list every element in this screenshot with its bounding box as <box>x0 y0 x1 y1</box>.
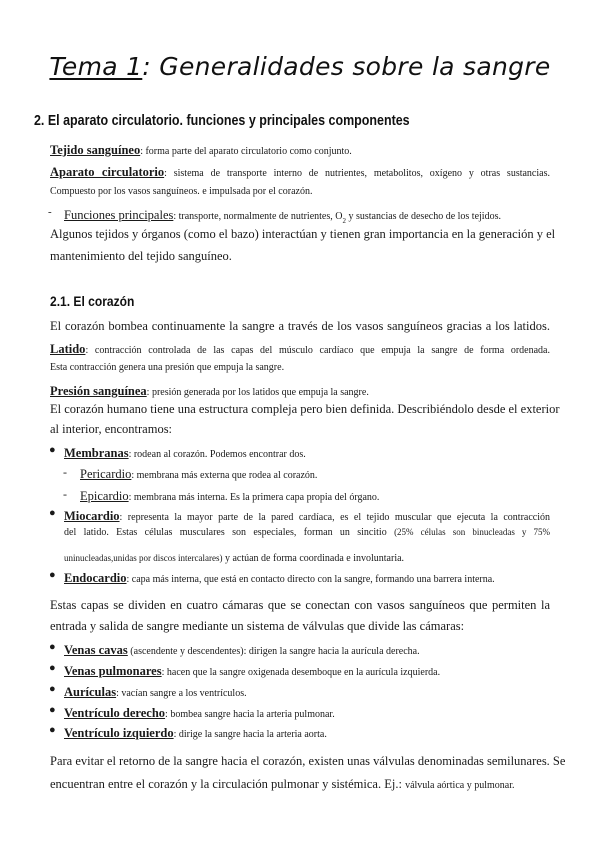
paragraph-line: al interior, encontramos: <box>50 422 173 436</box>
definition-funciones: Funciones principales: transporte, normalmente de nutrientes, $O_2$ y sustancias de desecho de los tejidos. <box>64 208 501 226</box>
bullet-marker: ● <box>49 444 56 456</box>
list-item-miocardio-cont: del latido. Estas células musculares son especiales, forman un sincitio (25% células son binucleadas y 75% <box>64 527 551 538</box>
dash-marker: - <box>63 465 67 479</box>
paragraph-line: encuentran entre el corazón y la circulación pulmonar y sistémica. Ej.: válvula aórtica y pulmonar. <box>50 777 515 791</box>
bullet-marker: ● <box>49 683 56 695</box>
bullet-marker: ● <box>49 704 56 716</box>
paragraph-line: mantenimiento del tejido sanguíneo. <box>50 249 232 263</box>
bullet-marker: ● <box>49 641 56 653</box>
definition-presion: Presión sanguínea: presión generada por los latidos que empuja la sangre. <box>50 384 369 398</box>
paragraph-line: El corazón humano tiene una estructura compleja pero bien definida. Describiéndolo desde el exterior <box>50 402 560 416</box>
subsection-heading: 2.1. El corazón <box>50 293 135 309</box>
section-heading: 2. El aparato circulatorio. funciones y principales componentes <box>34 113 410 129</box>
list-item-venas-cavas: Venas cavas (ascendente y descendentes): dirigen la sangre hacia la aurícula derecha. <box>64 643 420 657</box>
page-title <box>0 52 600 81</box>
paragraph-line: entrada y salida de sangre mediante un sistema de válvulas que divide las cámaras: <box>50 619 465 633</box>
paragraph-line: Para evitar el retorno de la sangre hacia el corazón, existen unas válvulas denominadas semilunares. Se <box>50 754 566 768</box>
bullet-marker: ● <box>49 724 56 736</box>
dash-marker: - <box>48 206 52 218</box>
list-item-endocardio: Endocardio: capa más interna, que está en contacto directo con la sangre, formando una barrera interna. <box>64 571 495 585</box>
list-item-miocardio: Miocardio: representa la mayor parte de la pared cardíaca, es el tejido muscular que ejecuta la contracción <box>64 509 550 523</box>
title-label: Tema 1 <box>49 52 143 81</box>
bullet-marker: ● <box>49 662 56 674</box>
title-text: : Generalidades sobre la sangre <box>142 52 551 81</box>
paragraph-line: Algunos tejidos y órganos (como el bazo) interactúan y tienen gran importancia en la generación y el <box>50 227 556 241</box>
list-item-membranas: Membranas: rodean al corazón. Podemos encontrar dos. <box>64 446 306 460</box>
definition-latido: Latido: contracción controlada de las capas del músculo cardíaco que empuja la sangre de forma ordenada. <box>50 342 550 356</box>
list-item-ventriculo-izquierdo: Ventrículo izquierdo: dirige la sangre hacia la arteria aorta. <box>64 726 327 740</box>
definition-tejido: Tejido sanguíneo: forma parte del aparato circulatorio como conjunto. <box>50 143 352 157</box>
bullet-marker: ● <box>49 507 56 519</box>
list-item-epicardio: Epicardio: membrana más interna. Es la primera capa propia del órgano. <box>80 489 380 503</box>
list-item-venas-pulmonares: Venas pulmonares: hacen que la sangre oxigenada desemboque en la aurícula izquierda. <box>64 664 441 678</box>
list-item-auriculas: Aurículas: vacían sangre a los ventrículos. <box>64 685 247 699</box>
paragraph-line: El corazón bombea continuamente la sangre a través de los vasos sanguíneos gracias a los latidos. <box>50 319 550 333</box>
bullet-marker: ● <box>49 569 56 581</box>
definition-latido-cont: Esta contracción genera una presión que empuja la sangre. <box>50 362 285 373</box>
definition-aparato: Aparato circulatorio: sistema de transporte interno de nutrientes, metabolitos, oxígeno y otras sustancias. <box>50 165 550 179</box>
definition-aparato-cont: Compuesto por los vasos sanguíneos. e impulsada por el corazón. <box>50 186 313 197</box>
dash-marker: - <box>63 487 67 501</box>
list-item-miocardio-cont: uninucleadas,unidas por discos intercalares) y actúan de forma coordinada e involuntaria. <box>64 553 405 564</box>
list-item-ventriculo-derecho: Ventrículo derecho: bombea sangre hacia la arteria pulmonar. <box>64 706 335 720</box>
paragraph-line: Estas capas se dividen en cuatro cámaras que se conectan con vasos sanguíneos que permiten la <box>50 598 550 612</box>
list-item-pericardio: Pericardio: membrana más externa que rodea al corazón. <box>80 467 318 481</box>
